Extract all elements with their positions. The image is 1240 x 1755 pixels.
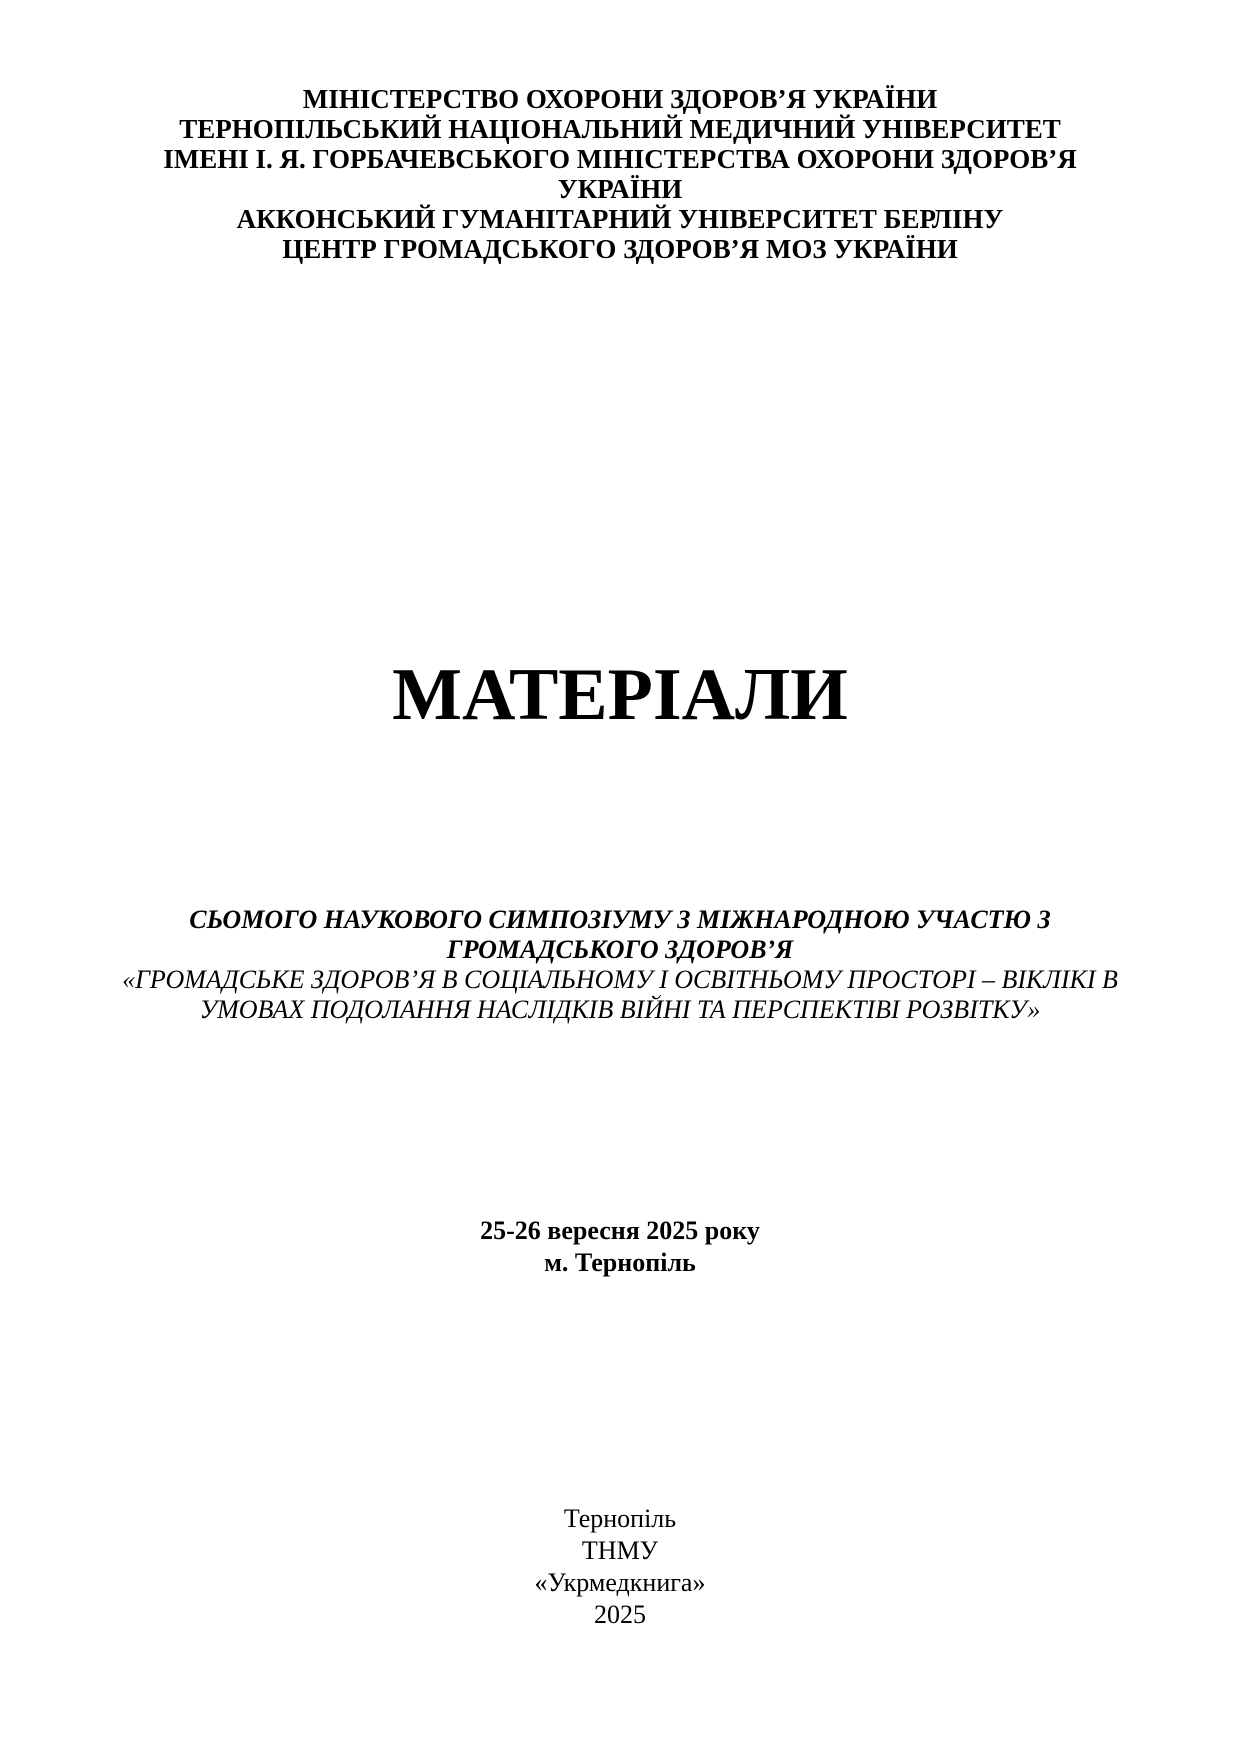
- event-date: 25-26 вересня 2025 року: [480, 1216, 760, 1245]
- header-line-ministry: МІНІСТЕРСТВО ОХОРОНИ ЗДОРОВ’Я УКРАЇНИ: [302, 84, 938, 114]
- header-line-university: ТЕРНОПІЛЬСЬКИЙ НАЦІОНАЛЬНИЙ МЕДИЧНИЙ УНІВЕРСИТЕТ: [179, 114, 1061, 144]
- symposium-theme: «ГРОМАДСЬКЕ ЗДОРОВ’Я В СОЦІАЛЬНОМУ І ОСВІТНЬОМУ ПРОСТОРІ – ВІКЛІКІ В УМОВАХ ПОДОЛАННЯ НАСЛІДКІВ ВІЙНІ ТА ПЕРСПЕКТІВІ РОЗВІТКУ»: [122, 965, 1118, 1024]
- header-line-akkon: АККОНСЬКИЙ ГУМАНІТАРНИЙ УНІВЕРСИТЕТ БЕРЛІНУ: [236, 204, 1004, 234]
- symposium-event-name: СЬОМОГО НАУКОВОГО СИМПОЗІУМУ З МІЖНАРОДНОЮ УЧАСТЮ З ГРОМАДСЬКОГО ЗДОРОВ’Я: [189, 905, 1051, 964]
- publisher-year: 2025: [594, 1600, 646, 1629]
- header-line-university-name: ІМЕНІ І. Я. ГОРБАЧЕВСЬКОГО МІНІСТЕРСТВА ОХОРОНИ ЗДОРОВ’Я: [163, 144, 1077, 174]
- event-date-location: [120, 1215, 1120, 1279]
- publisher-block: [120, 1503, 1120, 1631]
- publisher-university: ТНМУ: [581, 1536, 659, 1565]
- symposium-subtitle: [120, 905, 1120, 1025]
- institution-header: [120, 84, 1120, 264]
- header-line-public-health-center: ЦЕНТР ГРОМАДСЬКОГО ЗДОРОВ’Я МОЗ УКРАЇНИ: [282, 234, 958, 264]
- publisher-city: Тернопіль: [563, 1504, 677, 1533]
- header-line-ukraine: УКРАЇНИ: [557, 174, 683, 204]
- document-title: МАТЕРІАЛИ: [392, 654, 848, 736]
- event-city: м. Тернопіль: [544, 1248, 696, 1277]
- publisher-press: «Укрмедкнига»: [534, 1568, 706, 1597]
